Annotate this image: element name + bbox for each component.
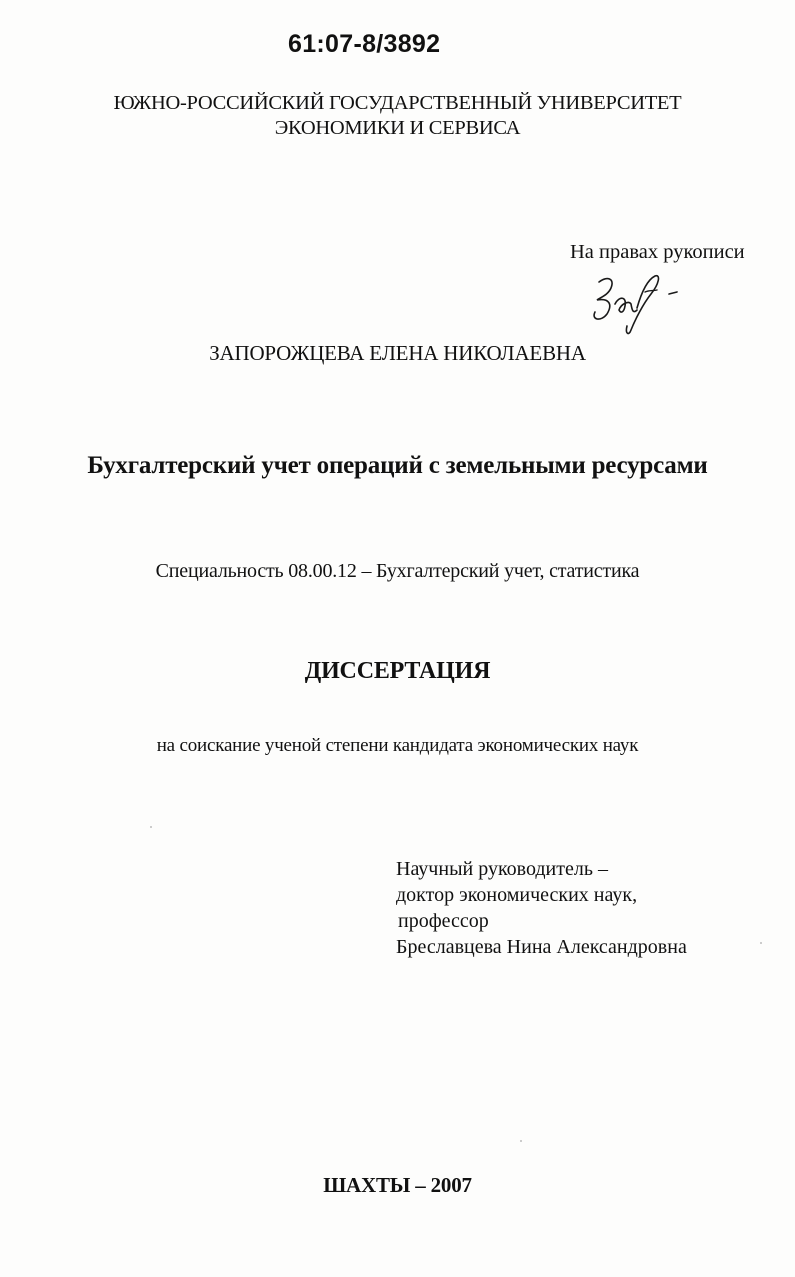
scan-speck: [760, 942, 762, 944]
handwritten-signature: [585, 270, 680, 338]
university-name-line1: ЮЖНО-РОССИЙСКИЙ ГОСУДАРСТВЕННЫЙ УНИВЕРСИТЕТ: [113, 92, 682, 114]
catalog-code: 61:07-8/3892: [288, 30, 441, 58]
dissertation-title: Бухгалтерский учет операций с земельными ресурсами: [87, 452, 708, 479]
author-name: ЗАПОРОЖЦЕВА ЕЛЕНА НИКОЛАЕВНА: [209, 341, 586, 365]
supervisor-role: Научный руководитель –: [396, 858, 608, 880]
supervisor-name: Бреславцева Нина Александровна: [396, 936, 687, 958]
supervisor-rank: профессор: [398, 910, 489, 932]
manuscript-note: На правах рукописи: [570, 241, 745, 263]
supervisor-degree: доктор экономических наук,: [396, 884, 638, 906]
city-year: ШАХТЫ – 2007: [323, 1173, 472, 1197]
document-type: ДИССЕРТАЦИЯ: [304, 658, 491, 684]
supervisor-block: [396, 856, 687, 960]
scan-speck: [520, 1140, 522, 1142]
scan-speck: [150, 826, 152, 828]
university-name-line2: ЭКОНОМИКИ И СЕРВИСА: [274, 117, 521, 139]
specialty-line: Специальность 08.00.12 – Бухгалтерский учет, статистика: [155, 560, 640, 582]
degree-line: на соискание ученой степени кандидата экономических наук: [156, 735, 639, 756]
